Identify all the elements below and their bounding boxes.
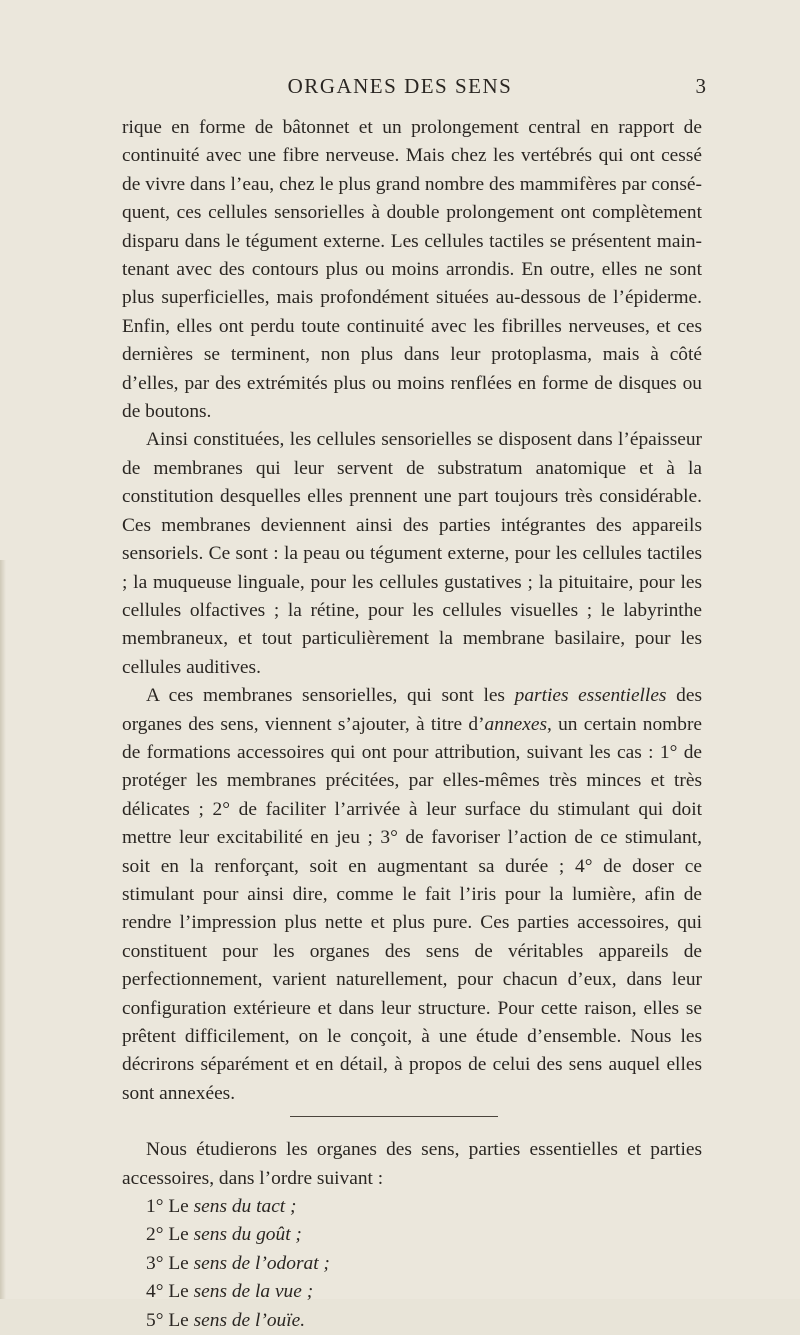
- section-divider-rule: [290, 1116, 498, 1117]
- term-parties-essentielles: parties essentielles: [514, 685, 667, 707]
- paragraph-continuation: rique en forme de bâtonnet et un prolongement central en rapport de continuité avec une fibre nerveuse. Mais chez les vertébrés qui ont cessé de vivre dans l’eau, chez le plus grand nombre des mammifères par conséquent, ces cellules sensorielles à double prolongement ont complètement disparu dans le tégument externe. Les cellules tactiles se présentent maintenant avec des contours plus ou moins arrondis. En outre, elles ne sont plus superficielles, mais profondément situées au-dessous de l’épiderme. Enfin, elles ont perdu toute continuité avec les fibrilles nerveuses, et ces dernières se terminent, non plus dans leur protoplasma, mais à côté d’elles, par des extrémités plus ou moins renflées en forme de disques ou de boutons.: [122, 117, 702, 423]
- list-item: 1° Le sens du tact ;: [146, 1196, 297, 1218]
- paragraph-annexes: [122, 682, 702, 1108]
- term-annexes: annexes: [484, 713, 547, 735]
- page-number: 3: [695, 74, 706, 98]
- page-edge-shadow: [0, 560, 6, 1299]
- paragraph-annexes-text-3: , un certain nombre de formations accessoires qui ont pour attribution, suivant les cas : 1° de protéger les membranes précitées, par elles-mêmes très minces et très délicates ; 2° de faciliter l’arrivée à leur surface du stimulant qui doit mettre leur excitabilité en jeu ; 3° de favoriser l’action de ce stimulant, soit en la renforçant, soit en augmentant sa durée ; 4° de doser ce stimulant pour ainsi dire, comme le fait l’iris pour la lumière, afin de rendre l’impression plus nette et plus pure. Ces parties accessoires, qui constituent pour les organes des sens de véritables appareils de perfectionnement, varient naturellement, pour chacun d’eux, dans leur configuration extérieure et dans leur structure. Pour cette raison, elles se prêtent difficilement, on le conçoit, à une étude d’ensemble. Nous les décrirons séparément et en détail, à propos de celui des sens auquel elles sont annexées.: [122, 713, 703, 1104]
- body-text: [122, 114, 702, 1335]
- list-item: 4° Le sens de la vue ;: [146, 1281, 314, 1303]
- paragraph-order-intro: Nous étudierons les organes des sens, parties essentielles et parties accessoires, dans l’ordre suivant :: [122, 1139, 702, 1189]
- senses-list: [122, 1193, 702, 1335]
- paragraph-membranes: Ainsi constituées, les cellules sensorielles se disposent dans l’épaisseur de membranes qui leur servent de substratum anatomique et à la constitution desquelles elles prennent une part toujours très considérable. Ces membranes deviennent ainsi des parties intégrantes des appareils sensoriels. Ce sont : la peau ou tégument externe, pour les cellules tactiles ; la muqueuse linguale, pour les cellules gustatives ; la pituitaire, pour les cellules olfactives ; la rétine, pour les cellules visuelles ; le labyrinthe membraneux, et tout particulièrement la membrane basilaire, pour les cellules auditives.: [122, 429, 702, 678]
- page-header: [0, 64, 800, 104]
- list-item: 5° Le sens de l’ouïe.: [146, 1309, 306, 1331]
- list-item: 3° Le sens de l’odorat ;: [146, 1252, 330, 1274]
- running-title: ORGANES DES SENS: [287, 74, 513, 98]
- paragraph-annexes-text-1: A ces membranes sensorielles, qui sont les: [146, 685, 515, 707]
- paragraph-annexes-text-2: des organes des sens, viennent s’ajouter, à titre d’: [122, 685, 702, 735]
- list-item: 2° Le sens du goût ;: [146, 1224, 302, 1246]
